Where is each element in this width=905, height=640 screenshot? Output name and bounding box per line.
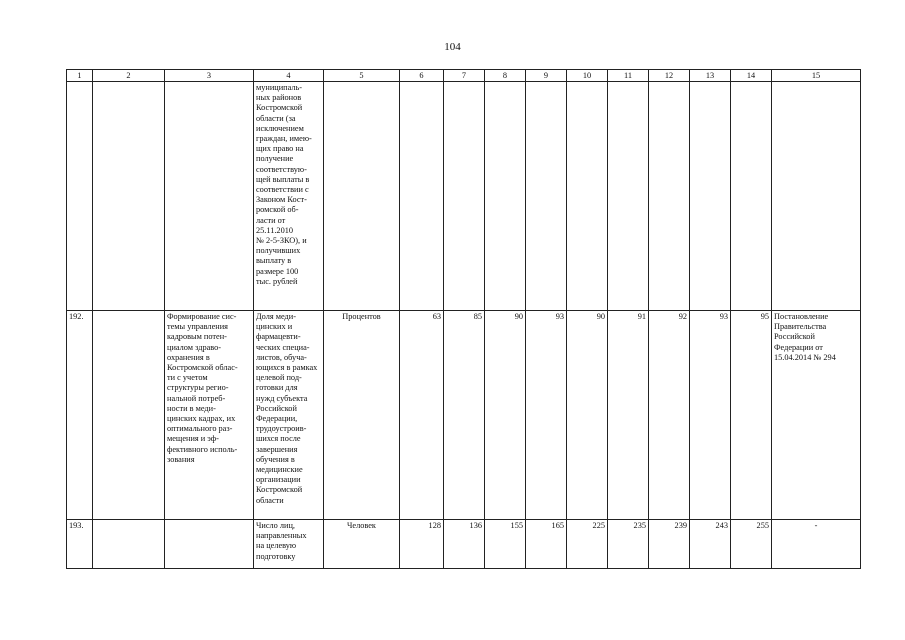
value-cell: 165 bbox=[526, 520, 567, 569]
measure-cell bbox=[165, 82, 254, 311]
value-cell: 136 bbox=[444, 520, 485, 569]
value-cell bbox=[567, 82, 608, 311]
basis-cell: Постановление Правительства Российской Федерации от 15.04.2014 № 294 bbox=[772, 311, 861, 520]
table-row-192 bbox=[67, 311, 861, 520]
value-cell bbox=[526, 82, 567, 311]
indicator-cell: муниципаль- ных районов Костромской области (за исключением граждан, имею- щих право на получение соответствую- щей выплаты в соответствии с Законом Кост- ромской об- ласти от 25.11.2010 № 2-5-ЗКО), и получивших выплату в размере 100 тыс. рублей bbox=[254, 82, 324, 311]
value-cell bbox=[690, 82, 731, 311]
col-header: 9 bbox=[526, 70, 567, 82]
col-header: 14 bbox=[731, 70, 772, 82]
page-number: 104 bbox=[444, 41, 461, 53]
value-cell bbox=[444, 82, 485, 311]
table-row-continued bbox=[67, 82, 861, 311]
value-cell: 128 bbox=[400, 520, 444, 569]
value-cell: 225 bbox=[567, 520, 608, 569]
col-header: 1 bbox=[67, 70, 93, 82]
value-cell: 239 bbox=[649, 520, 690, 569]
value-cell bbox=[485, 82, 526, 311]
col-header: 6 bbox=[400, 70, 444, 82]
value-cell: 85 bbox=[444, 311, 485, 520]
indicators-table bbox=[66, 69, 861, 569]
value-cell bbox=[400, 82, 444, 311]
value-cell: 155 bbox=[485, 520, 526, 569]
unit-cell bbox=[324, 82, 400, 311]
value-cell bbox=[731, 82, 772, 311]
col-header: 3 bbox=[165, 70, 254, 82]
value-cell: 63 bbox=[400, 311, 444, 520]
col-header: 7 bbox=[444, 70, 485, 82]
value-cell: 90 bbox=[485, 311, 526, 520]
value-cell: 235 bbox=[608, 520, 649, 569]
value-cell: 92 bbox=[649, 311, 690, 520]
value-cell bbox=[649, 82, 690, 311]
col-header: 5 bbox=[324, 70, 400, 82]
value-cell: 243 bbox=[690, 520, 731, 569]
value-cell: 93 bbox=[690, 311, 731, 520]
indicator-cell: Число лиц, направленных на целевую подготовку bbox=[254, 520, 324, 569]
value-cell: 95 bbox=[731, 311, 772, 520]
basis-cell: - bbox=[772, 520, 861, 569]
table-row-193 bbox=[67, 520, 861, 569]
value-cell: 255 bbox=[731, 520, 772, 569]
unit-cell: Процентов bbox=[324, 311, 400, 520]
row-number-cell: 192. bbox=[67, 311, 93, 520]
program-cell bbox=[93, 82, 165, 311]
col-header: 11 bbox=[608, 70, 649, 82]
indicator-cell: Доля меди- цинских и фармацевти- ческих специа- листов, обуча- ющихся в рамках целевой под- готовки для нужд субъекта Российской Федерации, трудоустроив- шихся после завершения обучения в медицинские организации Костромской области bbox=[254, 311, 324, 520]
row-number-cell: 193. bbox=[67, 520, 93, 569]
measure-cell: Формирование сис- темы управления кадровым потен- циалом здраво- охранения в Костромской облас- ти с учетом структуры регио- нальной потреб- ности в меди- цинских кадрах, их оптимального раз- мещения и эф- фективного исполь- зования bbox=[165, 311, 254, 520]
program-cell bbox=[93, 520, 165, 569]
measure-cell bbox=[165, 520, 254, 569]
value-cell: 93 bbox=[526, 311, 567, 520]
col-header: 2 bbox=[93, 70, 165, 82]
col-header: 4 bbox=[254, 70, 324, 82]
value-cell: 91 bbox=[608, 311, 649, 520]
col-header: 12 bbox=[649, 70, 690, 82]
program-cell bbox=[93, 311, 165, 520]
value-cell bbox=[608, 82, 649, 311]
column-number-row bbox=[67, 70, 861, 82]
basis-cell bbox=[772, 82, 861, 311]
col-header: 10 bbox=[567, 70, 608, 82]
col-header: 15 bbox=[772, 70, 861, 82]
unit-cell: Человек bbox=[324, 520, 400, 569]
row-number-cell bbox=[67, 82, 93, 311]
col-header: 8 bbox=[485, 70, 526, 82]
value-cell: 90 bbox=[567, 311, 608, 520]
col-header: 13 bbox=[690, 70, 731, 82]
